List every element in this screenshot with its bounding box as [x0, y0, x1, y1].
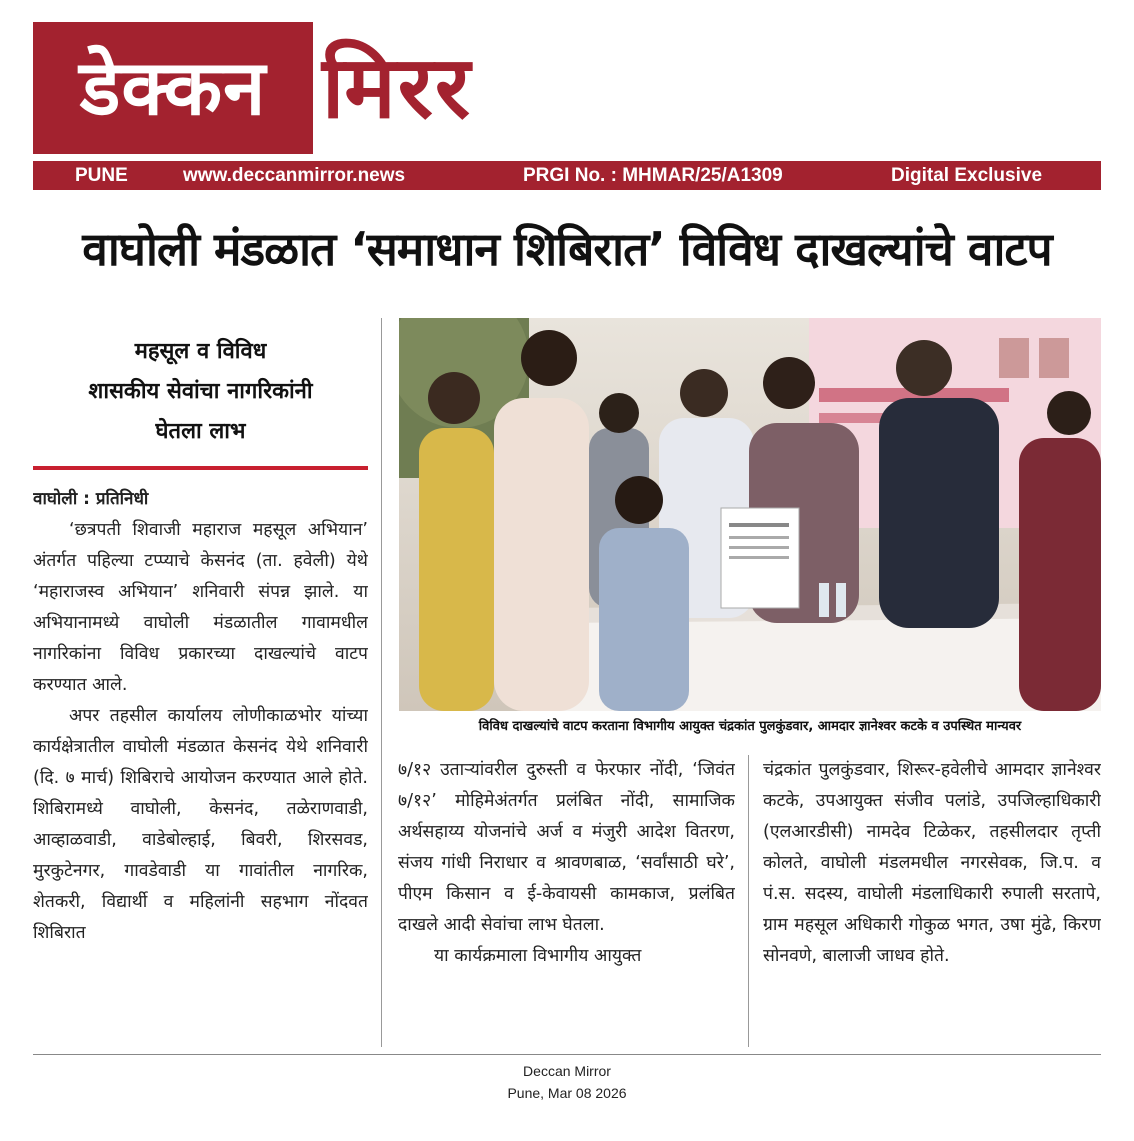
- masthead-name-left: डेक्कन: [79, 43, 267, 132]
- subhead-line-1: महसूल व विविध: [134, 339, 267, 364]
- city-label: PUNE: [75, 165, 128, 186]
- article-column-3: [763, 755, 1101, 1047]
- footer-divider: [33, 1054, 1101, 1055]
- column-divider: [748, 755, 749, 1047]
- article-column-1: [33, 484, 368, 1044]
- article-headline: वाघोली मंडळात ‘समाधान शिबिरात’ विविध दाखल्यांचे वाटप: [82, 222, 1052, 276]
- footer-publication: Deccan Mirror: [523, 1063, 611, 1079]
- info-bar: [33, 161, 1101, 190]
- photo-caption: विविध दाखल्यांचे वाटप करताना विभागीय आयुक्त चंद्रकांत पुलकुंडवार, आमदार ज्ञानेश्वर कटके व उपस्थित मान्यवर: [478, 719, 1022, 734]
- byline: वाघोली : प्रतिनिधी: [33, 489, 149, 509]
- masthead-name-right: मिरर: [322, 38, 473, 138]
- paragraph: ७/१२ उताऱ्यांवरील दुरुस्ती व फेरफार नोंदी, ‘जिवंत ७/१२’ मोहिमेअंतर्गत प्रलंबित नोंदी, सामाजिक अर्थसहाय्य योजनांचे अर्ज व मंजुरी आदेश वितरण, संजय गांधी निराधार व श्रावणबाळ, ‘सर्वांसाठी घरे’, पीएम किसान व ई-केवायसी कामकाज, प्रलंबित दाखले आदी सेवांचा लाभ घेतला.: [398, 760, 735, 935]
- footer-dateline: Pune, Mar 08 2026: [507, 1085, 627, 1101]
- website-link[interactable]: www.deccanmirror.news: [183, 165, 406, 186]
- paragraph: ‘छत्रपती शिवाजी महाराज महसूल अभियान’ अंतर्गत पहिल्या टप्प्याचे केसनंद (ता. हवेली) येथे ‘महाराजस्व अभियान’ शनिवारी संपन्न झाले. या अभियानामध्ये वाघोली मंडळातील गावामधील नागरिकांना विविध प्रकारच्या दाखल्यांचे वाटप करण्यात आले.: [33, 520, 368, 695]
- paragraph: अपर तहसील कार्यालय लोणीकाळभोर यांच्या कार्यक्षेत्रातील वाघोली मंडळात केसनंद येथे शनिवारी (दि. ७ मार्च) शिबिराचे आयोजन करण्यात आले होते. शिबिरामध्ये वाघोली, केसनंद, तळेराणवाडी, आव्हाळवाडी, वाडेबोल्हाई, बिवरी, शिरसवड, मुरकुटेनगर, गावडेवाडी या गावांतील नागरिक, शेतकरी, विद्यार्थी व महिलांनी सहभाग नोंदवत शिबिरात: [33, 706, 368, 943]
- masthead-logo-block: [33, 22, 313, 154]
- edition-label: Digital Exclusive: [891, 165, 1043, 186]
- prgi-number: PRGI No. : MHMAR/25/A1309: [523, 165, 783, 186]
- paragraph: चंद्रकांत पुलकुंडवार, शिरूर-हवेलीचे आमदार ज्ञानेश्वर कटके, उपआयुक्त संजीव पलांडे, उपजिल्हाधिकारी (एलआरडीसी) नामदेव टिळेकर, तहसीलदार तृप्ती कोलते, वाघोली मंडलमधील नगरसेवक, जि.प. व पं.स. सदस्य, वाघोली मंडलाधिकारी रुपाली सरतापे, ग्राम महसूल अधिकारी गोकुळ भगत, उषा मुंढे, किरण सोनवणे, बालाजी जाधव होते.: [763, 760, 1101, 966]
- article-subhead: [33, 332, 368, 452]
- paragraph: या कार्यक्रमाला विभागीय आयुक्त: [434, 946, 642, 966]
- subhead-divider: [33, 466, 368, 470]
- article-photo: [399, 318, 1101, 711]
- column-divider: [381, 318, 382, 1047]
- subhead-line-3: घेतला लाभ: [155, 419, 246, 444]
- subhead-line-2: शासकीय सेवांचा नागरिकांनी: [88, 379, 313, 404]
- article-column-2: [398, 755, 735, 1047]
